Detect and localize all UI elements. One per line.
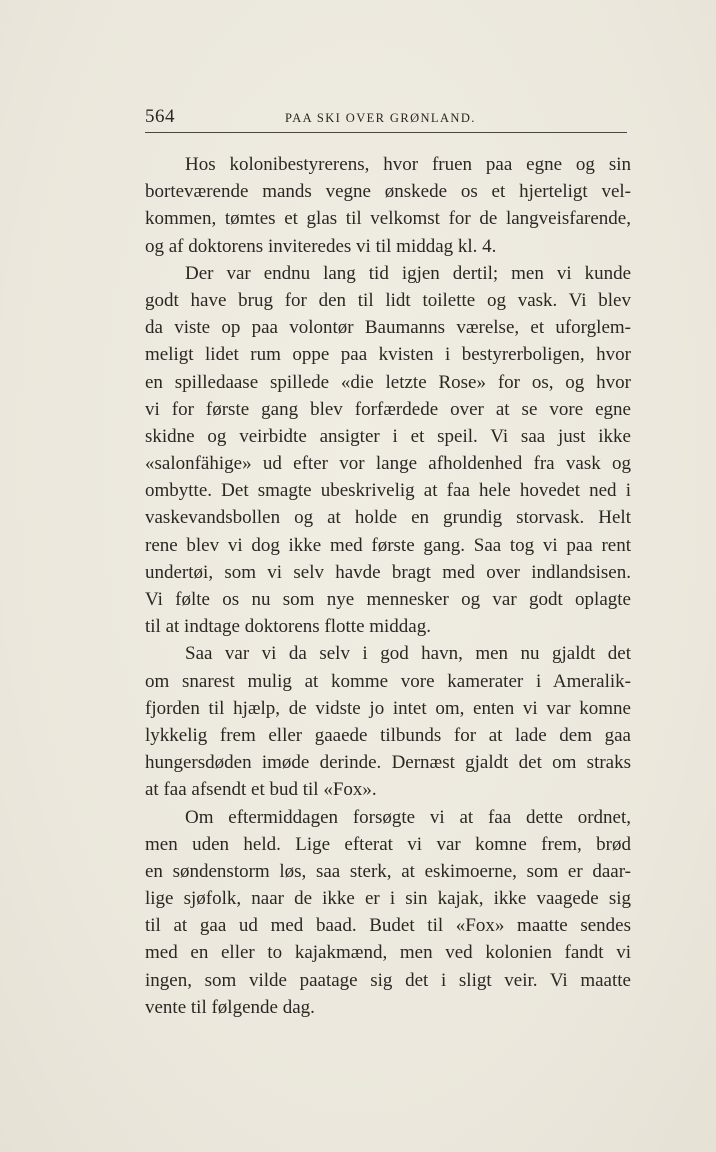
text-line: fjorden til hjælp, de vidste jo intet om, enten vi var komne [145,697,631,719]
page-header [145,106,630,134]
text-line: Om eftermiddagen forsøgte vi at faa dette ordnet, [185,806,631,828]
text-line: meligt lidet rum oppe paa kvisten i bestyrerboligen, hvor [145,344,631,366]
text-line: da viste op paa volontør Baumanns værelse, et uforglem- [145,317,631,339]
text-line: en søndenstorm løs, saa sterk, at eskimoerne, som er daar- [145,860,631,882]
text-line: vaskevandsbollen og at holde en grundig storvask. Helt [145,507,631,529]
text-line: Vi følte os nu som nye mennesker og var godt oplagte [145,589,631,610]
text-line: «salonfähige» ud efter vor lange afholdenhed fra vask og [145,453,631,475]
text-line: rene blev vi dog ikke med første gang. Saa tog vi paa rent [145,534,631,556]
text-line: at faa afsendt et bud til «Fox». [145,779,377,801]
text-line: godt have brug for den til lidt toilette og vask. Vi blev [145,289,631,311]
text-line: Saa var vi da selv i god havn, men nu gjaldt det [185,643,631,665]
body-text [145,151,631,1021]
text-line: men uden held. Lige efterat vi var komne frem, brød [145,833,631,855]
text-line: lykkelig frem eller gaaede tilbunds for at lade dem gaa [145,724,631,746]
text-line: om snarest mulig at komme vore kamerater i Ameralik- [145,670,631,692]
text-line: vente til følgende dag. [145,996,315,1018]
text-line: ingen, som vilde paatage sig det i sligt veir. Vi maatte [145,969,631,991]
text-line: undertøi, som vi selv havde bragt med over indlandsisen. [145,561,631,583]
text-line: til at gaa ud med baad. Budet til «Fox» maatte sendes [145,915,631,937]
text-line: kommen, tømtes et glas til velkomst for de langveisfarende, [145,208,631,230]
text-line: til at indtage doktorens flotte middag. [145,616,431,638]
header-rule [145,132,627,133]
text-line: Hos kolonibestyrerens, hvor fruen paa egne og sin [185,154,631,175]
text-line: vi for første gang blev forfærdede over at se vore egne [145,398,631,420]
text-line: lige sjøfolk, naar de ikke er i sin kajak, ikke vaagede sig [145,888,631,910]
text-line: en spilledaase spillede «die letzte Rose» for os, og hvor [145,371,631,393]
text-line: med en eller to kajakmænd, men ved kolonien fandt vi [145,942,631,964]
text-line: og af doktorens inviteredes vi til middag kl. 4. [145,235,497,257]
text-line: hungersdøden imøde derinde. Dernæst gjaldt det om straks [145,752,631,774]
text-line: ombytte. Det smagte ubeskrivelig at faa hele hovedet ned i [145,480,631,502]
text-line: borteværende mands vegne ønskede os et hjerteligt vel- [145,181,631,203]
page-number: 564 [145,106,175,127]
text-line: skidne og veirbidte ansigter i et speil. Vi saa just ikke [145,425,631,447]
text-line: Der var endnu lang tid igjen dertil; men vi kunde [185,262,631,284]
running-head: PAA SKI OVER GRØNLAND. [285,111,476,125]
